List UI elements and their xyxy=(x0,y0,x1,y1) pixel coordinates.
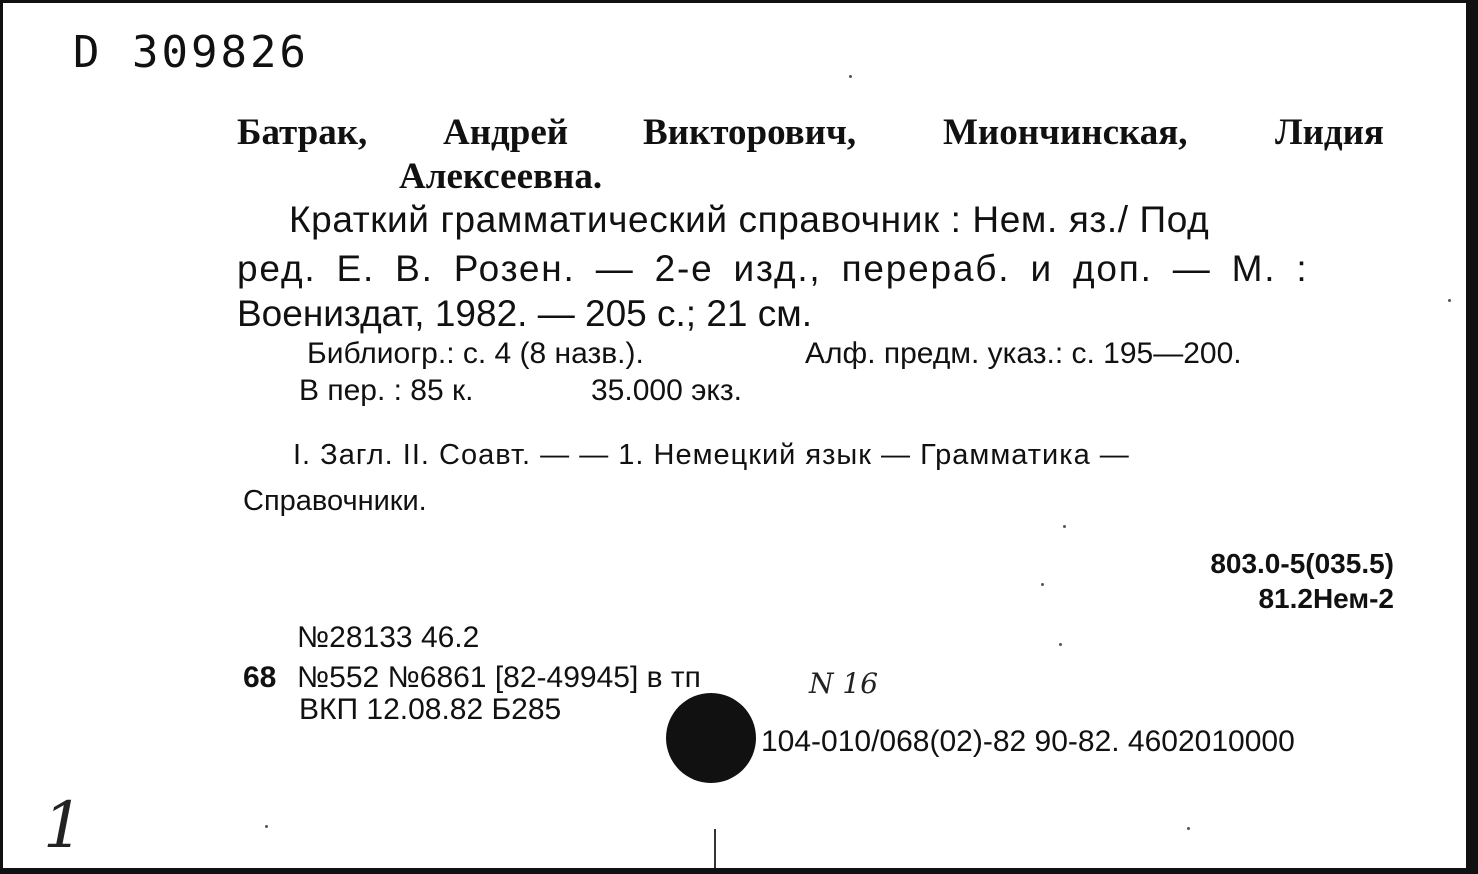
accession-line-1: №28133 46.2 xyxy=(297,621,480,654)
tracings-line-1: I. Загл. II. Соавт. — — 1. Немецкий язык — Грамматика — xyxy=(293,439,1130,471)
author-word-3: Викторович, xyxy=(643,112,857,153)
author-word-5: Лидия xyxy=(1275,112,1384,153)
bbk-index: 81.2Нем-2 xyxy=(1258,583,1394,614)
handwritten-mark: N 16 xyxy=(809,667,879,700)
notes-index: Алф. предм. указ.: с. 195—200. xyxy=(805,337,1242,370)
title-line-2: ред. Е. В. Розен. — 2-е изд., перераб. и доп. — М. : xyxy=(237,248,1309,289)
accession-prefix: 68 xyxy=(243,661,277,694)
notes-bibliography: Библиогр.: с. 4 (8 назв.). xyxy=(307,337,644,370)
speck xyxy=(849,75,852,78)
udc-index: 803.0-5(035.5) xyxy=(1210,548,1394,579)
notes-print-run: 35.000 экз. xyxy=(591,374,742,407)
speck xyxy=(265,825,268,828)
title-line-1: Краткий грамматический справочник : Нем. яз./ Под xyxy=(289,199,1210,240)
speck xyxy=(1187,827,1190,830)
author-word-1: Батрак, xyxy=(237,112,368,153)
author-word-2: Андрей xyxy=(443,112,569,153)
accession-line-3: ВКП 12.08.82 Б285 xyxy=(299,693,562,726)
speck xyxy=(1063,525,1066,528)
accession-line-2: №552 №6861 [82-49945] в тп xyxy=(297,661,701,694)
accession-line-4: 104-010/068(02)-82 90-82. 4602010000 xyxy=(761,725,1295,758)
vertical-pen-stroke xyxy=(714,829,716,871)
notes-price: В пер. : 85 к. xyxy=(299,374,474,407)
speck xyxy=(1041,583,1044,586)
speck xyxy=(1448,299,1451,302)
author-heading-line2: Алексеевна. xyxy=(399,156,603,197)
card-number: D 309826 xyxy=(73,27,309,78)
title-line-3: Воениздат, 1982. — 205 с.; 21 см. xyxy=(237,293,812,334)
speck xyxy=(1059,643,1062,646)
punched-hole-stamp xyxy=(666,693,756,783)
tracings-line-2: Справочники. xyxy=(243,485,427,517)
author-word-4: Миончинская, xyxy=(943,112,1188,153)
handwritten-corner-number: 1 xyxy=(43,789,84,863)
